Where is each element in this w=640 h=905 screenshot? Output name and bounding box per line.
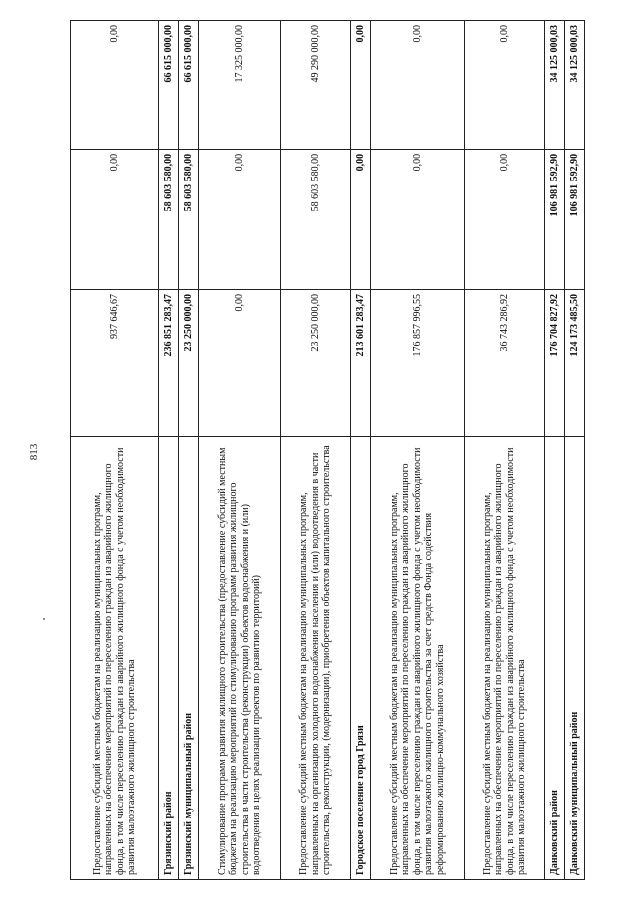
row-value-2: 58 603 580,00: [179, 149, 199, 289]
row-value-1: 36 743 286,92: [465, 290, 545, 437]
row-value-1: 176 704 827,92: [545, 290, 565, 437]
table-row: [351, 21, 371, 880]
table-row: [71, 21, 159, 880]
row-value-2: 58 603 580,00: [159, 149, 179, 289]
row-value-3: 0,00: [71, 21, 159, 150]
row-value-1: 0,00: [199, 290, 281, 437]
row-value-2: 0,00: [371, 149, 465, 289]
row-value-3: 34 125 000,03: [545, 21, 565, 150]
row-value-1: 124 173 485,50: [565, 290, 585, 437]
row-value-3: 17 325 000,00: [199, 21, 281, 150]
scan-dot: [43, 618, 45, 620]
row-value-3: 66 615 000,00: [179, 21, 199, 150]
row-value-1: 236 851 283,47: [159, 290, 179, 437]
row-value-2: 58 603 580,00: [281, 149, 351, 289]
row-value-2: 0,00: [199, 149, 281, 289]
table-row: [371, 21, 465, 880]
row-name: Данковский муниципальный район: [565, 436, 585, 879]
row-name: Предоставление субсидий местным бюджетам на реализацию муниципальных программ, направленных на обеспечение мероприятий по переселению граждан из аварийного жилищного фонда, в том числе переселению граждан из аварийного жилищного фонда с учетом необходимости развития малоэтажного жилищного строительства за счет средств Фонда содействия реформированию жилищно-коммунального хозяйства: [371, 436, 465, 879]
row-value-3: 34 125 000,03: [565, 21, 585, 150]
row-value-2: 0,00: [465, 149, 545, 289]
row-value-3: 0,00: [351, 21, 371, 150]
row-name: Предоставление субсидий местным бюджетам на реализацию муниципальных программ, направленных на обеспечение мероприятий по переселению граждан из аварийного жилищного фонда, в том числе переселению граждан из аварийного жилищного фонда с учетом необходимости развития малоэтажного жилищного строительства: [71, 436, 159, 879]
row-value-1: 937 646,67: [71, 290, 159, 437]
table-row: [159, 21, 179, 880]
rotated-table-container: [70, 20, 580, 880]
row-value-3: 0,00: [371, 21, 465, 150]
row-name: Стимулирование программ развития жилищного строительства (предоставление субсидий местным бюджетам на реализацию мероприятий по стимулированию программ развития жилищного строительства в части строительства (реконструкции) объектов водоснабжения и (или) водоотведения в целях реализации проектов по развитию территорий): [199, 436, 281, 879]
row-value-3: 49 290 000,00: [281, 21, 351, 150]
table-row: [565, 21, 585, 880]
row-name: Грязинский муниципальный район: [179, 436, 199, 879]
row-value-1: 213 601 283,47: [351, 290, 371, 437]
row-value-2: 0,00: [71, 149, 159, 289]
row-value-2: 0,00: [351, 149, 371, 289]
row-value-1: 23 250 000,00: [179, 290, 199, 437]
row-value-2: 106 981 592,90: [565, 149, 585, 289]
row-name: Данковский район: [545, 436, 565, 879]
table-row: [545, 21, 565, 880]
row-name: Городское поселение город Грязи: [351, 436, 371, 879]
row-name: Грязинский район: [159, 436, 179, 879]
table-row: [199, 21, 281, 880]
row-value-3: 0,00: [465, 21, 545, 150]
row-value-3: 66 615 000,00: [159, 21, 179, 150]
row-name: Предоставление субсидий местным бюджетам на реализацию муниципальных программ, направленных на обеспечение мероприятий по переселению граждан из аварийного жилищного фонда, в том числе переселению граждан из аварийного жилищного фонда с учетом необходимости развития малоэтажного жилищного строительства: [465, 436, 545, 879]
table-row: [465, 21, 545, 880]
table-row: [179, 21, 199, 880]
row-value-1: 23 250 000,00: [281, 290, 351, 437]
row-value-1: 176 857 996,55: [371, 290, 465, 437]
page-number: 813: [28, 443, 40, 461]
table-row: [281, 21, 351, 880]
row-name: Предоставление субсидий местным бюджетам на реализацию муниципальных программ, направленных на организацию холодного водоснабжения населения и (или) водоотведения в части строительства, реконструкции, (модернизации), приобретения объектов капитального строительства: [281, 436, 351, 879]
row-value-2: 106 981 592,90: [545, 149, 565, 289]
budget-table: [70, 20, 585, 880]
